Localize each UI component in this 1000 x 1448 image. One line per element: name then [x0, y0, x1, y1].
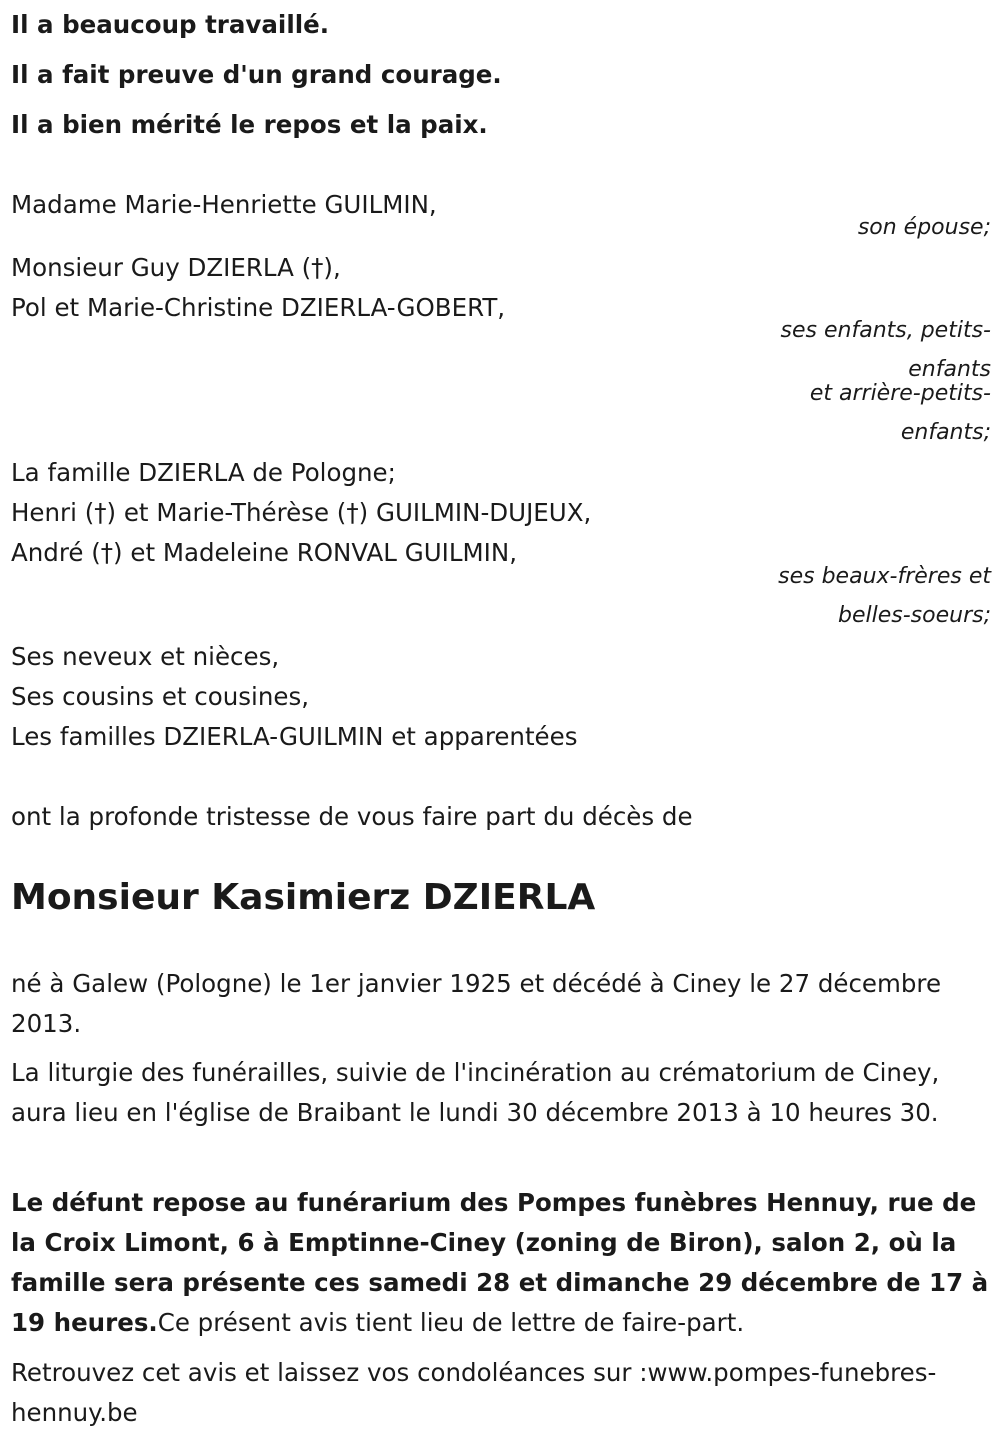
birth-death: né à Galew (Pologne) le 1er janvier 1925 et décédé à Ciney le 27 décembre 2013.	[11, 969, 942, 1038]
liturgy: La liturgie des funérailles, suivie de l'incinération au crématorium de Ciney, aura lieu en l'église de Braibant le lundi 30 décembre 2013 à 10 heures 30.	[11, 1058, 940, 1127]
others-line-2: Ses cousins et cousines,	[11, 682, 309, 711]
inlaw-name-3: André (†) et Madeleine RONVAL GUILMIN,	[11, 538, 518, 567]
others-line-1: Ses neveux et nièces,	[11, 642, 280, 671]
inlaw-name-2: Henri (†) et Marie-Thérèse (†) GUILMIN-DUJEUX,	[11, 498, 592, 527]
intro-line-2: Il a fait preuve d'un grand courage.	[11, 60, 502, 89]
intro-line-3: Il a bien mérité le repos et la paix.	[11, 110, 488, 139]
viewing-info	[11, 1183, 991, 1343]
child-name-1: Monsieur Guy DZIERLA (†),	[11, 253, 341, 282]
viewing-normal: Ce présent avis tient lieu de lettre de faire-part.	[157, 1308, 745, 1337]
condolences: Retrouvez cet avis et laissez vos condoléances sur :www.pompes-funebres-hennuy.be	[11, 1358, 937, 1427]
others-line-3: Les familles DZIERLA-GUILMIN et apparentées	[11, 722, 578, 751]
inlaws-relation-2: belles-soeurs;	[838, 603, 991, 628]
child-name-2: Pol et Marie-Christine DZIERLA-GOBERT,	[11, 293, 506, 322]
inlaws-relation-1: ses beaux-frères et	[778, 564, 991, 589]
children-relation-2: enfants	[908, 357, 991, 382]
deceased-name: Monsieur Kasimierz DZIERLA	[11, 877, 596, 918]
intro-line-1: Il a beaucoup travaillé.	[11, 10, 330, 39]
announcement: ont la profonde tristesse de vous faire part du décès de	[11, 802, 693, 831]
inlaw-name-1: La famille DZIERLA de Pologne;	[11, 458, 396, 487]
children-relation-1: ses enfants, petits-	[780, 318, 991, 343]
spouse-name: Madame Marie-Henriette GUILMIN,	[11, 190, 437, 219]
children-relation-4: enfants;	[900, 420, 991, 445]
children-relation-3: et arrière-petits-	[809, 381, 991, 406]
spouse-relation: son épouse;	[857, 215, 991, 240]
viewing-bold: Le défunt repose au funérarium des Pompes funèbres Hennuy, rue de la Croix Limont, 6 à Emptinne-Ciney (zoning de Biron), salon 2, où la famille sera présente ces samedi 28 et dimanche 29 décembre de 17 à 19 heures.	[11, 1188, 989, 1337]
